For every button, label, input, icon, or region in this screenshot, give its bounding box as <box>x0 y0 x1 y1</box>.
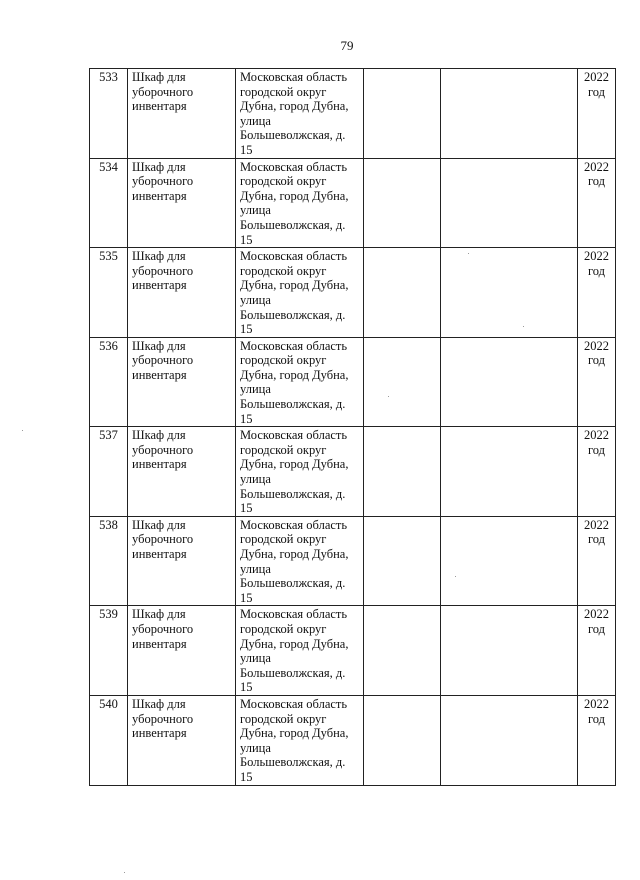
empty-cell <box>364 516 441 606</box>
year-cell <box>578 248 616 338</box>
row-number: 538 <box>90 516 128 606</box>
empty-cell <box>364 337 441 427</box>
year-value: 2022 <box>584 696 609 711</box>
scan-speck <box>388 396 389 397</box>
year-value: 2022 <box>584 249 609 264</box>
item-address: Московская область городской округ Дубна, город Дубна, улица Большеволжская, д. 15 <box>236 158 364 248</box>
empty-cell <box>364 69 441 159</box>
table-row <box>90 695 616 785</box>
table-row <box>90 606 616 696</box>
inventory-table <box>89 68 616 786</box>
year-cell <box>578 69 616 159</box>
row-number: 533 <box>90 69 128 159</box>
row-number: 535 <box>90 248 128 338</box>
item-address: Московская область городской округ Дубна, город Дубна, улица Большеволжская, д. 15 <box>236 695 364 785</box>
table-row <box>90 158 616 248</box>
item-name: Шкаф для уборочного инвентаря <box>128 606 236 696</box>
table-row <box>90 427 616 517</box>
item-address: Московская область городской округ Дубна, город Дубна, улица Большеволжская, д. 15 <box>236 516 364 606</box>
item-address: Московская область городской округ Дубна, город Дубна, улица Большеволжская, д. 15 <box>236 337 364 427</box>
item-address: Московская область городской округ Дубна, город Дубна, улица Большеволжская, д. 15 <box>236 248 364 338</box>
year-value: 2022 <box>584 607 609 622</box>
item-address: Московская область городской округ Дубна, город Дубна, улица Большеволжская, д. 15 <box>236 606 364 696</box>
year-unit: год <box>587 711 606 726</box>
empty-cell <box>441 516 578 606</box>
item-name: Шкаф для уборочного инвентаря <box>128 158 236 248</box>
row-number: 536 <box>90 337 128 427</box>
table-row <box>90 516 616 606</box>
row-number: 539 <box>90 606 128 696</box>
year-unit: год <box>587 442 606 457</box>
row-number: 537 <box>90 427 128 517</box>
year-value: 2022 <box>584 70 609 84</box>
scan-speck <box>455 576 456 577</box>
year-unit: год <box>587 353 606 368</box>
empty-cell <box>441 69 578 159</box>
year-cell <box>578 606 616 696</box>
empty-cell <box>441 606 578 696</box>
year-unit: год <box>587 84 606 99</box>
scan-speck <box>468 253 469 254</box>
year-cell <box>578 695 616 785</box>
empty-cell <box>364 427 441 517</box>
year-value: 2022 <box>584 428 609 443</box>
item-name: Шкаф для уборочного инвентаря <box>128 516 236 606</box>
item-name: Шкаф для уборочного инвентаря <box>128 69 236 159</box>
year-cell <box>578 516 616 606</box>
table-row <box>90 248 616 338</box>
row-number: 540 <box>90 695 128 785</box>
item-name: Шкаф для уборочного инвентаря <box>128 248 236 338</box>
year-value: 2022 <box>584 517 609 532</box>
empty-cell <box>441 695 578 785</box>
table-row <box>90 69 616 159</box>
empty-cell <box>441 248 578 338</box>
page-number: 79 <box>340 38 354 53</box>
year-unit: год <box>587 621 606 636</box>
empty-cell <box>364 695 441 785</box>
year-unit: год <box>587 174 606 189</box>
year-cell <box>578 337 616 427</box>
item-name: Шкаф для уборочного инвентаря <box>128 337 236 427</box>
item-name: Шкаф для уборочного инвентаря <box>128 427 236 517</box>
empty-cell <box>441 158 578 248</box>
year-unit: год <box>587 263 606 278</box>
year-cell <box>578 427 616 517</box>
empty-cell <box>441 337 578 427</box>
item-address: Московская область городской округ Дубна, город Дубна, улица Большеволжская, д. 15 <box>236 69 364 159</box>
year-cell <box>578 158 616 248</box>
table-row <box>90 337 616 427</box>
scan-speck <box>124 872 125 873</box>
year-unit: год <box>587 532 606 547</box>
empty-cell <box>364 248 441 338</box>
empty-cell <box>364 158 441 248</box>
item-address: Московская область городской округ Дубна, город Дубна, улица Большеволжская, д. 15 <box>236 427 364 517</box>
item-name: Шкаф для уборочного инвентаря <box>128 695 236 785</box>
year-value: 2022 <box>584 159 609 174</box>
scan-speck <box>22 430 23 431</box>
empty-cell <box>441 427 578 517</box>
empty-cell <box>364 606 441 696</box>
scan-speck <box>523 326 524 327</box>
row-number: 534 <box>90 158 128 248</box>
year-value: 2022 <box>584 338 609 353</box>
